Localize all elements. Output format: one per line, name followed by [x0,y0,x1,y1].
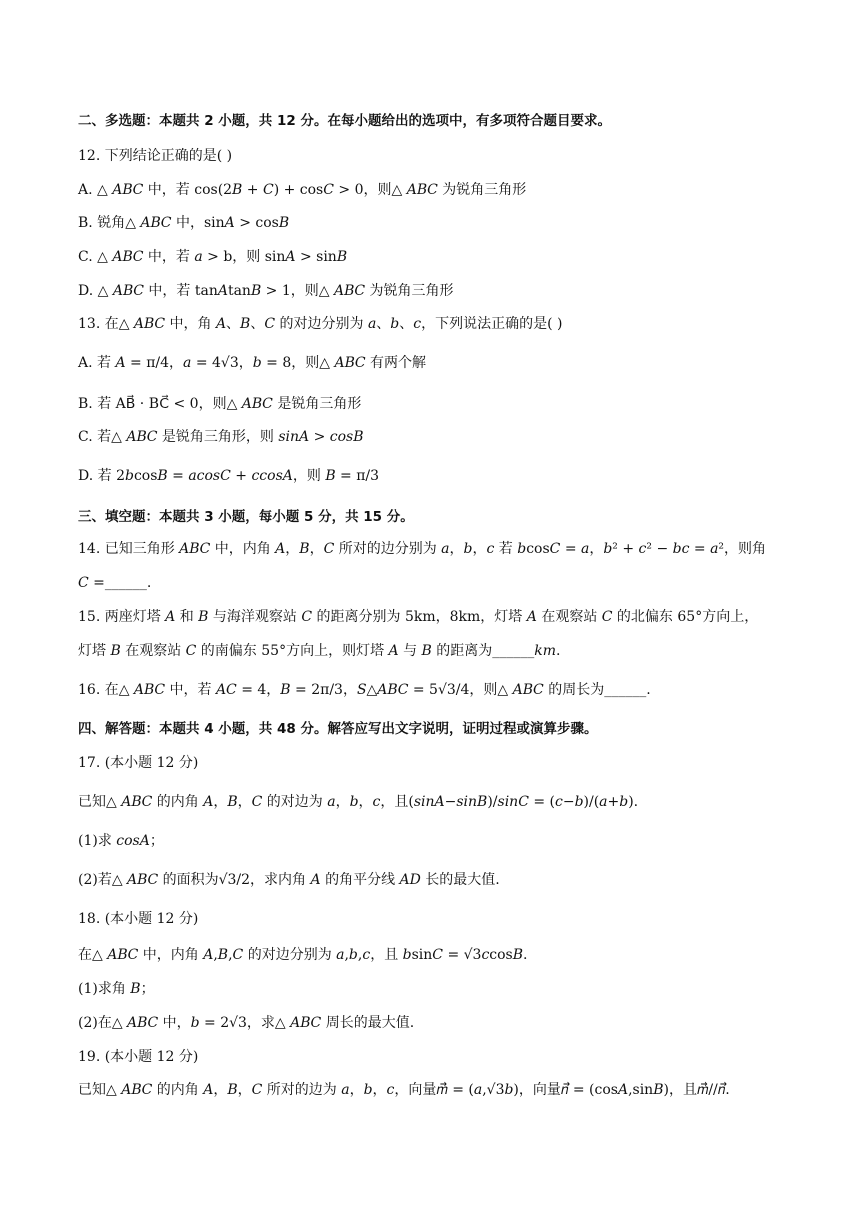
q12-stem: 12. 下列结论正确的是( ) [78,148,233,164]
q19-header: 19. (本小题 12 分) [78,1049,199,1065]
q12-option-d: D. △ 𝐴𝐵𝐶 中，若 tan𝐴tan𝐵 > 1，则△ 𝐴𝐵𝐶 为锐角三角形 [78,283,454,299]
q18-part-1: (1)求角 𝐵； [78,981,155,997]
q14-line-1: 14. 已知三角形 𝐴𝐵𝐶 中，内角 𝐴，𝐵，𝐶 所对的边分别为 𝑎，𝑏，𝑐 若 𝑏cos𝐶 = 𝑎，𝑏² + 𝑐² − 𝑏𝑐 = 𝑎²，则角 [78,541,767,557]
q17-stem: 已知△ 𝐴𝐵𝐶 的内角 𝐴，𝐵，𝐶 的对边为 𝑎，𝑏，𝑐，且(𝑠𝑖𝑛𝐴−𝑠𝑖𝑛𝐵)/𝑠𝑖𝑛𝐶 = (𝑐−𝑏)/(𝑎+𝑏). [78,794,639,810]
q19-stem: 已知△ 𝐴𝐵𝐶 的内角 𝐴，𝐵，𝐶 所对的边为 𝑎，𝑏，𝑐，向量𝑚⃗ = (𝑎,√3𝑏)，向量𝑛⃗ = (cos𝐴,sin𝐵)，且𝑚⃗//𝑛⃗. [78,1082,730,1098]
q18-stem: 在△ 𝐴𝐵𝐶 中，内角 𝐴,𝐵,𝐶 的对边分别为 𝑎,𝑏,𝑐，且 𝑏sin𝐶 = √3𝑐cos𝐵. [78,947,528,963]
q13-option-d: D. 若 2𝑏cos𝐵 = 𝑎𝑐𝑜𝑠𝐶 + 𝑐𝑐𝑜𝑠𝐴，则 𝐵 = π/3 [78,468,380,484]
q13-option-c: C. 若△ 𝐴𝐵𝐶 是锐角三角形，则 𝑠𝑖𝑛𝐴 > 𝑐𝑜𝑠𝐵 [78,429,364,445]
multi-choice-section-heading: 二、多选题：本题共 2 小题，共 12 分。在每小题给出的选项中，有多项符合题目要求。 [78,113,611,129]
q15-line-1: 15. 两座灯塔 𝐴 和 𝐵 与海洋观察站 𝐶 的距离分别为 5km，8km，灯塔 𝐴 在观察站 𝐶 的北偏东 65°方向上， [78,609,759,625]
q14-line-2: 𝐶 =______. [78,575,152,591]
q18-header: 18. (本小题 12 分) [78,911,199,927]
q13-option-b: B. 若 AB⃗ · BC⃗ < 0，则△ 𝐴𝐵𝐶 是锐角三角形 [78,396,362,412]
q16-text: 16. 在△ 𝐴𝐵𝐶 中，若 𝐴𝐶 = 4，𝐵 = 2π/3，𝑆△𝐴𝐵𝐶 = 5√3/4，则△ 𝐴𝐵𝐶 的周长为______. [78,682,651,698]
q12-option-c: C. △ 𝐴𝐵𝐶 中，若 𝑎 > b，则 sin𝐴 > sin𝐵 [78,249,348,265]
q17-part-1: (1)求 𝑐𝑜𝑠𝐴； [78,833,164,849]
q13-option-a: A. 若 𝐴 = π/4，𝑎 = 4√3，𝑏 = 8，则△ 𝐴𝐵𝐶 有两个解 [78,355,427,371]
q18-part-2: (2)在△ 𝐴𝐵𝐶 中，𝑏 = 2√3，求△ 𝐴𝐵𝐶 周长的最大值. [78,1015,415,1031]
q15-line-2: 灯塔 𝐵 在观察站 𝐶 的南偏东 55°方向上，则灯塔 𝐴 与 𝐵 的距离为______𝑘𝑚. [78,643,561,659]
q12-option-b: B. 锐角△ 𝐴𝐵𝐶 中，sin𝐴 > cos𝐵 [78,215,290,231]
q17-header: 17. (本小题 12 分) [78,755,199,771]
q13-stem: 13. 在△ 𝐴𝐵𝐶 中，角 𝐴、𝐵、𝐶 的对边分别为 𝑎、𝑏、𝑐，下列说法正确的是( ) [78,316,563,332]
answer-section-heading: 四、解答题：本题共 4 小题，共 48 分。解答应写出文字说明，证明过程或演算步骤。 [78,721,598,737]
q12-option-a: A. △ 𝐴𝐵𝐶 中，若 cos(2𝐵 + 𝐶) + cos𝐶 > 0，则△ 𝐴𝐵𝐶 为锐角三角形 [78,182,527,198]
fill-blank-section-heading: 三、填空题：本题共 3 小题，每小题 5 分，共 15 分。 [78,509,414,525]
q17-part-2: (2)若△ 𝐴𝐵𝐶 的面积为√3/2，求内角 𝐴 的角平分线 𝐴𝐷 长的最大值. [78,872,500,888]
